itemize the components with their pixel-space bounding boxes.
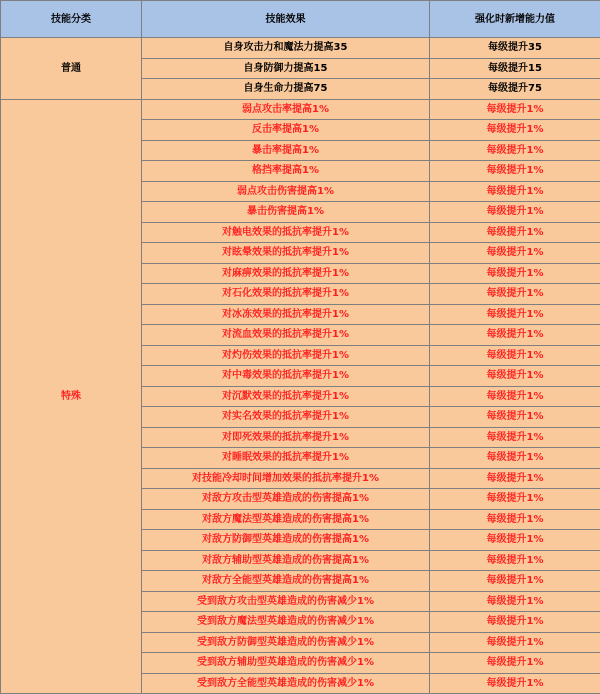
effect-cell: 受到敌方全能型英雄造成的伤害减少1% [142, 673, 430, 694]
value-cell: 每级提升1% [430, 427, 600, 448]
effect-cell: 对即死效果的抵抗率提升1% [142, 427, 430, 448]
value-cell: 每级提升1% [430, 612, 600, 633]
effect-cell: 对冰冻效果的抵抗率提升1% [142, 304, 430, 325]
table-body [1, 38, 600, 694]
value-cell: 每级提升1% [430, 673, 600, 694]
header-effect: 技能效果 [142, 1, 430, 38]
value-cell: 每级提升1% [430, 222, 600, 243]
value-cell: 每级提升35 [430, 38, 600, 59]
value-cell: 每级提升1% [430, 407, 600, 428]
header-value: 强化时新增能力值 [430, 1, 600, 38]
effect-cell: 对沉默效果的抵抗率提升1% [142, 386, 430, 407]
effect-cell: 对眩晕效果的抵抗率提升1% [142, 243, 430, 264]
effect-cell: 对敌方全能型英雄造成的伤害提高1% [142, 571, 430, 592]
value-cell: 每级提升1% [430, 591, 600, 612]
value-cell: 每级提升1% [430, 181, 600, 202]
effect-cell: 反击率提高1% [142, 120, 430, 141]
effect-cell: 受到敌方防御型英雄造成的伤害减少1% [142, 632, 430, 653]
effect-cell: 对实名效果的抵抗率提升1% [142, 407, 430, 428]
value-cell: 每级提升1% [430, 304, 600, 325]
effect-cell: 暴击率提高1% [142, 140, 430, 161]
value-cell: 每级提升1% [430, 325, 600, 346]
header-row [1, 1, 600, 38]
effect-cell: 受到敌方辅助型英雄造成的伤害减少1% [142, 653, 430, 674]
value-cell: 每级提升75 [430, 79, 600, 100]
effect-cell: 自身生命力提高75 [142, 79, 430, 100]
value-cell: 每级提升1% [430, 571, 600, 592]
table-row [1, 38, 600, 59]
table-header [1, 1, 600, 38]
value-cell: 每级提升1% [430, 284, 600, 305]
value-cell: 每级提升1% [430, 448, 600, 469]
value-cell: 每级提升1% [430, 550, 600, 571]
value-cell: 每级提升1% [430, 530, 600, 551]
effect-cell: 对敌方魔法型英雄造成的伤害提高1% [142, 509, 430, 530]
value-cell: 每级提升1% [430, 632, 600, 653]
value-cell: 每级提升1% [430, 140, 600, 161]
header-category: 技能分类 [1, 1, 142, 38]
value-cell: 每级提升15 [430, 58, 600, 79]
value-cell: 每级提升1% [430, 345, 600, 366]
category-normal: 普通 [1, 38, 142, 100]
effect-cell: 格挡率提高1% [142, 161, 430, 182]
effect-cell: 对触电效果的抵抗率提升1% [142, 222, 430, 243]
effect-cell: 弱点攻击率提高1% [142, 99, 430, 120]
value-cell: 每级提升1% [430, 366, 600, 387]
effect-cell: 暴击伤害提高1% [142, 202, 430, 223]
effect-cell: 受到敌方魔法型英雄造成的伤害减少1% [142, 612, 430, 633]
value-cell: 每级提升1% [430, 386, 600, 407]
effect-cell: 对石化效果的抵抗率提升1% [142, 284, 430, 305]
value-cell: 每级提升1% [430, 120, 600, 141]
value-cell: 每级提升1% [430, 202, 600, 223]
value-cell: 每级提升1% [430, 263, 600, 284]
table-row [1, 99, 600, 120]
effect-cell: 受到敌方攻击型英雄造成的伤害减少1% [142, 591, 430, 612]
effect-cell: 对技能冷却时间增加效果的抵抗率提升1% [142, 468, 430, 489]
effect-cell: 对灼伤效果的抵抗率提升1% [142, 345, 430, 366]
effect-cell: 对中毒效果的抵抗率提升1% [142, 366, 430, 387]
effect-cell: 对睡眠效果的抵抗率提升1% [142, 448, 430, 469]
value-cell: 每级提升1% [430, 468, 600, 489]
effect-cell: 对敌方防御型英雄造成的伤害提高1% [142, 530, 430, 551]
value-cell: 每级提升1% [430, 99, 600, 120]
effect-cell: 自身攻击力和魔法力提高35 [142, 38, 430, 59]
effect-cell: 对流血效果的抵抗率提升1% [142, 325, 430, 346]
effect-cell: 对敌方辅助型英雄造成的伤害提高1% [142, 550, 430, 571]
effect-cell: 弱点攻击伤害提高1% [142, 181, 430, 202]
effect-cell: 对敌方攻击型英雄造成的伤害提高1% [142, 489, 430, 510]
category-special: 特殊 [1, 99, 142, 694]
value-cell: 每级提升1% [430, 509, 600, 530]
value-cell: 每级提升1% [430, 243, 600, 264]
value-cell: 每级提升1% [430, 161, 600, 182]
effect-cell: 对麻痹效果的抵抗率提升1% [142, 263, 430, 284]
effect-cell: 自身防御力提高15 [142, 58, 430, 79]
value-cell: 每级提升1% [430, 653, 600, 674]
value-cell: 每级提升1% [430, 489, 600, 510]
